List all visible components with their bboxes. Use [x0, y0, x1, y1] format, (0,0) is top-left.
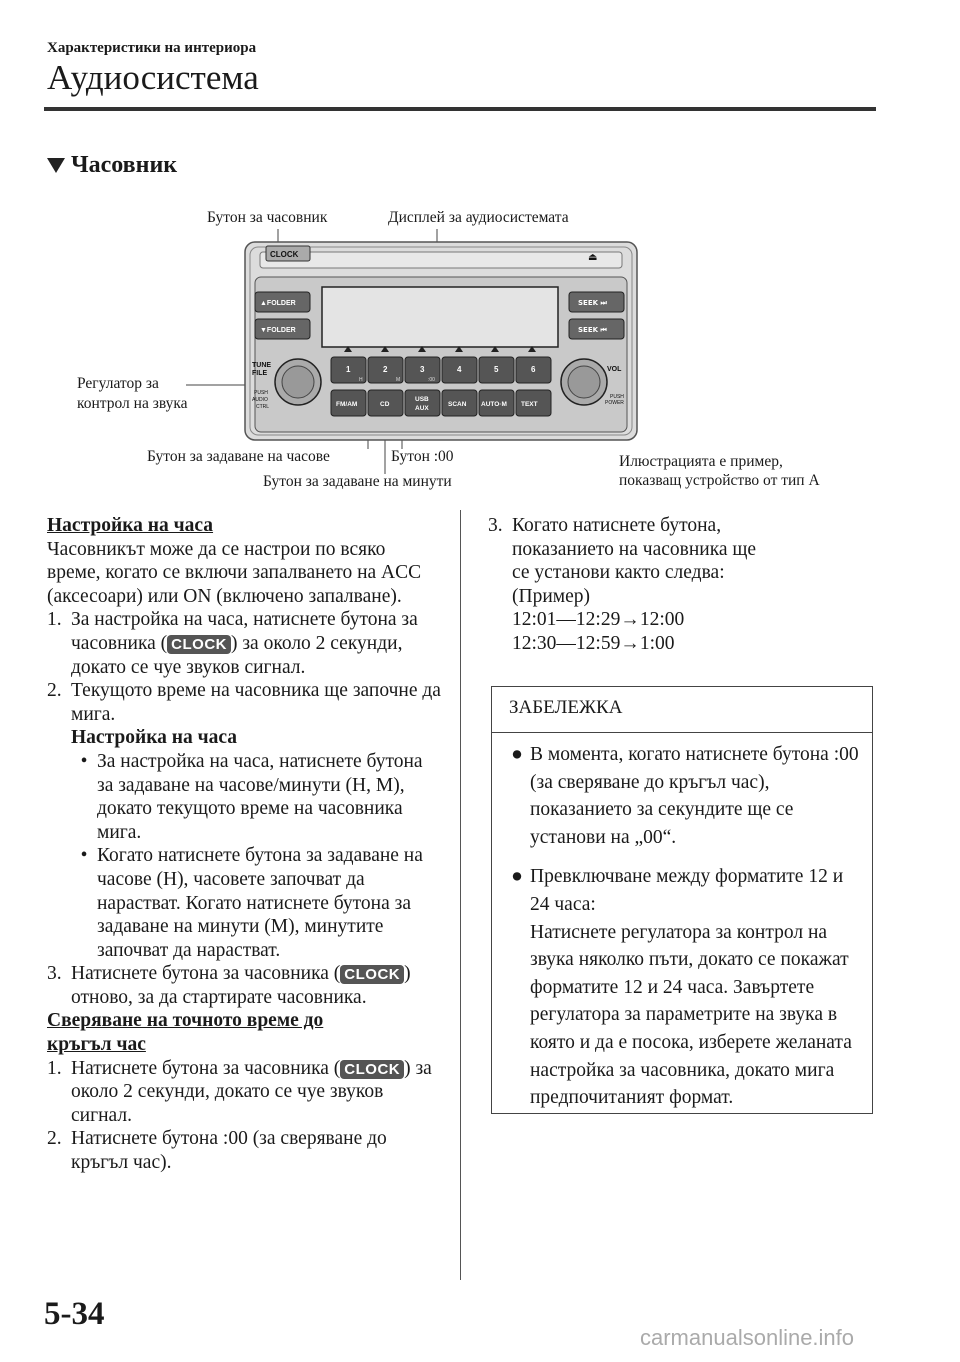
usb-label: USB [415, 396, 429, 403]
bullet-2: • Когато натиснете бутона за задаване на часове (H), часовете започват да нарастват. Когато натиснете бутона за задаване на минути (M), минутите започват да нарастват. [80, 845, 423, 961]
step-2-bold: Настройка на часа [71, 727, 238, 749]
push-power-label: PUSH [610, 394, 624, 400]
figure-caption-1: Илюстрацията е пример, [619, 453, 783, 470]
preset-6-label: 6 [531, 365, 536, 374]
subheading-sync: Сверяване на точното време до кръгъл час [47, 1010, 324, 1056]
audio-label: AUDIO [252, 397, 268, 403]
folder-down-label: ▼FOLDER [260, 327, 296, 334]
scan-label: SCAN [448, 401, 467, 408]
clock-button-icon: CLOCK [340, 1060, 404, 1079]
sync-step-3: 3. Когато натиснете бутона, показанието на часовника ще се установи както следва: (Пример) 12:01—12:29→12:00 12:30—12:59→1:00 [488, 515, 757, 654]
column-divider [460, 510, 461, 1280]
preset-3-label: 3 [420, 365, 425, 374]
section-title: Аудиосистема [47, 58, 259, 97]
clock-heading-text: Часовник [71, 152, 178, 178]
callout-display: Дисплей за аудиосистемата [388, 209, 569, 226]
ctrl-label: CTRL [256, 404, 270, 410]
chapter-title: Характеристики на интериора [47, 40, 257, 56]
step-3: 3. Натиснете бутона за часовника ( CLOCK ) отново, за да стартирате часовника. [47, 963, 411, 1008]
preset-4-label: 4 [457, 365, 462, 374]
intro-text: Часовникът може да се настрои по всяко време, когато се включи запалването на ACC (аксесоари) или ON (включено запалване). [47, 538, 422, 607]
callout-clock-button: Бутон за часовник [207, 209, 328, 226]
sync-step-1: 1. Натиснете бутона за часовника ( CLOCK ) за около 2 секунди, докато се чуе звуков сигнал. [47, 1057, 432, 1126]
tune-label: TUNE [252, 362, 272, 369]
note-item-2: ● Превключване между форматите 12 и 24 часа: Натиснете регулатора за контрол на звука няколко пъти, докато се покажат форматите 12 и 24 часа. Завъртете регулатора за параметрите на звука в която и да е посока, изберете желаната настройка за часовника, докато мига предпочитаният формат. [511, 866, 852, 1109]
radio-illustration [0, 0, 960, 520]
page-number: 5-34 [44, 1296, 105, 1332]
note-item-1: ● В момента, когато натиснете бутона :00 (за сверяване до кръгъл час), показанието за секундите ще се установи на „00“. [511, 744, 859, 848]
left-column [47, 514, 442, 1175]
preset-2-label: 2 [383, 365, 388, 374]
fmam-label: FM/AM [336, 401, 358, 408]
vol-label: VOL [607, 366, 622, 373]
folder-up-label: ▲FOLDER [260, 300, 296, 307]
hour-h-label: H [359, 377, 363, 383]
cd-label: CD [380, 401, 390, 408]
clock-button-icon: CLOCK [340, 965, 404, 984]
note-title: ЗАБЕЛЕЖКА [492, 687, 872, 733]
callout-volume-2: контрол на звука [77, 395, 188, 412]
watermark: carmanualsonline.info [640, 1325, 855, 1350]
callout-volume-1: Регулатор за [77, 375, 159, 392]
bullet-1: • За настройка на часа, натиснете бутона за задаване на часове/минути (H, M), докато текущото време на часовника мига. [80, 750, 423, 843]
callout-zero-button: Бутон :00 [391, 448, 454, 465]
note-body [492, 733, 872, 1112]
zero-label: :00 [428, 377, 435, 383]
autom-label: AUTO·M [481, 401, 507, 408]
preset-1-label: 1 [346, 365, 351, 374]
aux-label: AUX [415, 405, 429, 412]
step-1: 1. За настройка на часа, натиснете бутона за часовника ( CLOCK ) за около 2 секунди, докато се чуе звуков сигнал. [47, 609, 418, 678]
file-label: FILE [252, 370, 268, 377]
push-audio-label: PUSH [254, 390, 268, 396]
clock-button-icon: CLOCK [167, 635, 231, 654]
sync-step-2: 2. Натиснете бутона :00 (за сверяване до кръгъл час). [47, 1128, 387, 1174]
eject-icon: ⏏ [588, 252, 598, 263]
preset-5-label: 5 [494, 365, 499, 374]
text-label: TEXT [521, 401, 538, 408]
clock-button-label: CLOCK [270, 250, 299, 259]
step-2: 2. Текущото време на часовника ще започне да мига. Настройка на часа [47, 680, 441, 749]
callout-minute-button: Бутон за задаване на минути [263, 473, 452, 490]
right-column [488, 514, 873, 656]
seek-down-label: SEEK ⏮ [578, 326, 607, 334]
power-label: POWER [605, 400, 624, 406]
note-box [491, 686, 873, 1114]
subheading-set-time: Настройка на часа [47, 515, 214, 536]
callout-hour-button: Бутон за задаване на часове [147, 448, 330, 465]
minute-m-label: M [396, 377, 401, 383]
seek-up-label: SEEK ⏭ [578, 299, 607, 307]
figure-caption-2: показващ устройство от тип А [619, 472, 820, 489]
